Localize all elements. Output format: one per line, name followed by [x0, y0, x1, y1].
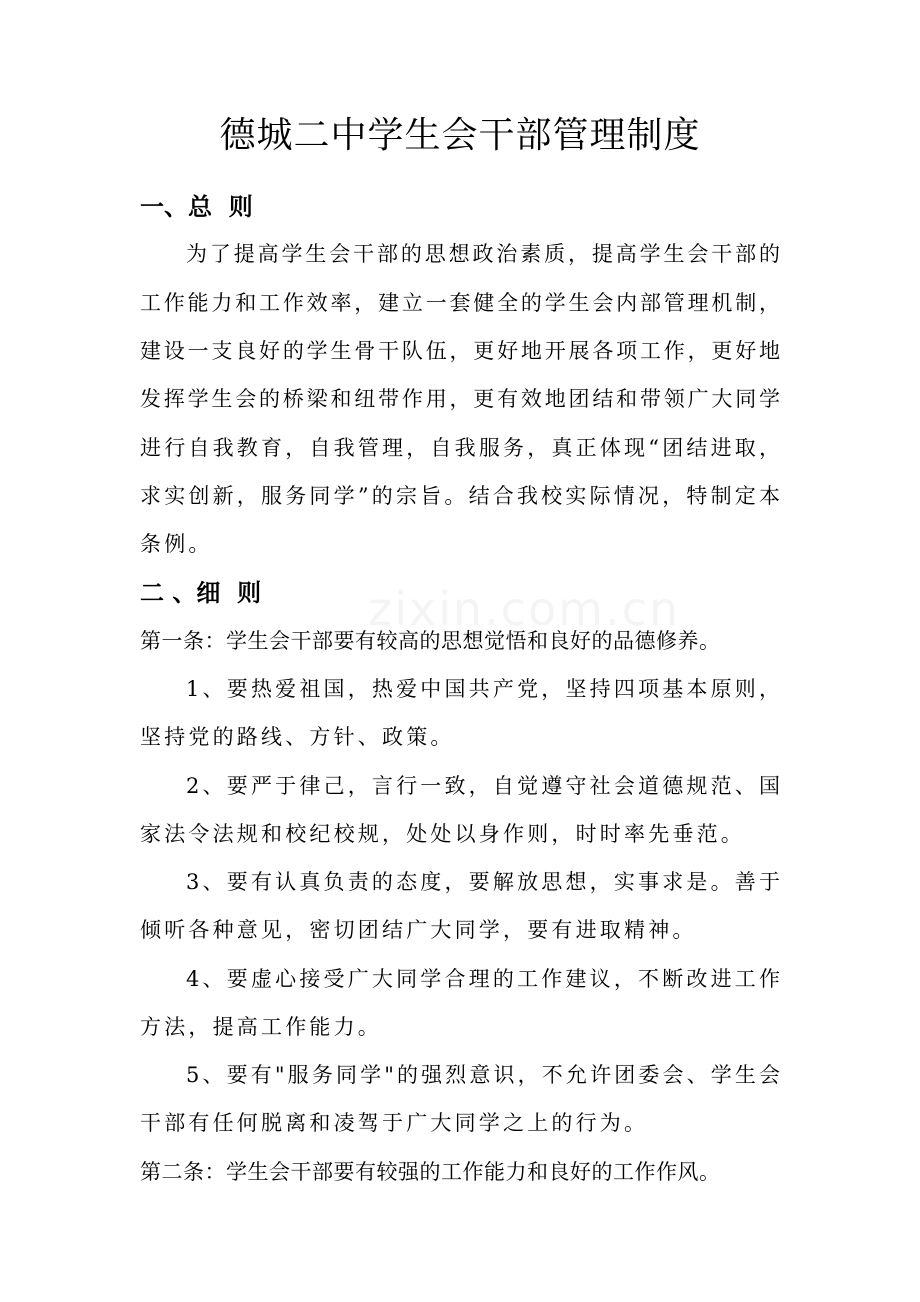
document-title: 德城二中学生会干部管理制度: [219, 115, 701, 156]
list-item-line: 家法令法规和校纪校规，处处以身作则，时时率先垂范。: [140, 822, 745, 846]
list-item-line: 5、要有"服务同学"的强烈意识，不允许团委会、学生会: [186, 1063, 780, 1087]
paragraph-line: 进行自我教育，自我管理，自我服务，真正体现“团结进取，: [140, 436, 780, 460]
section-heading-general: 一、总 则: [140, 193, 253, 221]
article-title: 第二条：学生会干部要有较强的工作能力和良好的工作作风。: [140, 1160, 721, 1184]
list-item-line: 4、要虚心接受广大同学合理的工作建议，不断改进工作: [186, 967, 780, 991]
paragraph-line: 发挥学生会的桥梁和纽带作用，更有效地团结和带领广大同学: [140, 387, 780, 411]
list-item-line: 1、要热爱祖国，热爱中国共产党，坚持四项基本原则，: [186, 677, 780, 701]
list-item-line: 方法，提高工作能力。: [140, 1015, 382, 1039]
section-heading-details: 二 、细 则: [140, 579, 262, 607]
paragraph-line: 建设一支良好的学生骨干队伍，更好地开展各项工作，更好地: [140, 339, 780, 363]
paragraph-line: 求实创新，服务同学”的宗旨。结合我校实际情况，特制定本: [140, 484, 780, 508]
list-item-line: 倾听各种意见，密切团结广大同学，要有进取精神。: [140, 918, 697, 942]
list-item-line: 3、要有认真负责的态度，要解放思想，实事求是。善于: [186, 870, 780, 894]
paragraph-line: 工作能力和工作效率，建立一套健全的学生会内部管理机制，: [140, 291, 780, 315]
paragraph-line: 条例。: [140, 532, 213, 556]
list-item-line: 干部有任何脱离和凌驾于广大同学之上的行为。: [140, 1111, 649, 1135]
paragraph-line: 为了提高学生会干部的思想政治素质，提高学生会干部的: [186, 242, 780, 266]
list-item-line: 坚持党的路线、方针、政策。: [140, 725, 455, 749]
list-item-line: 2、要严于律己，言行一致，自觉遵守社会道德规范、国: [186, 774, 780, 798]
article-title: 第一条：学生会干部要有较高的思想觉悟和良好的品德修养。: [140, 629, 721, 653]
